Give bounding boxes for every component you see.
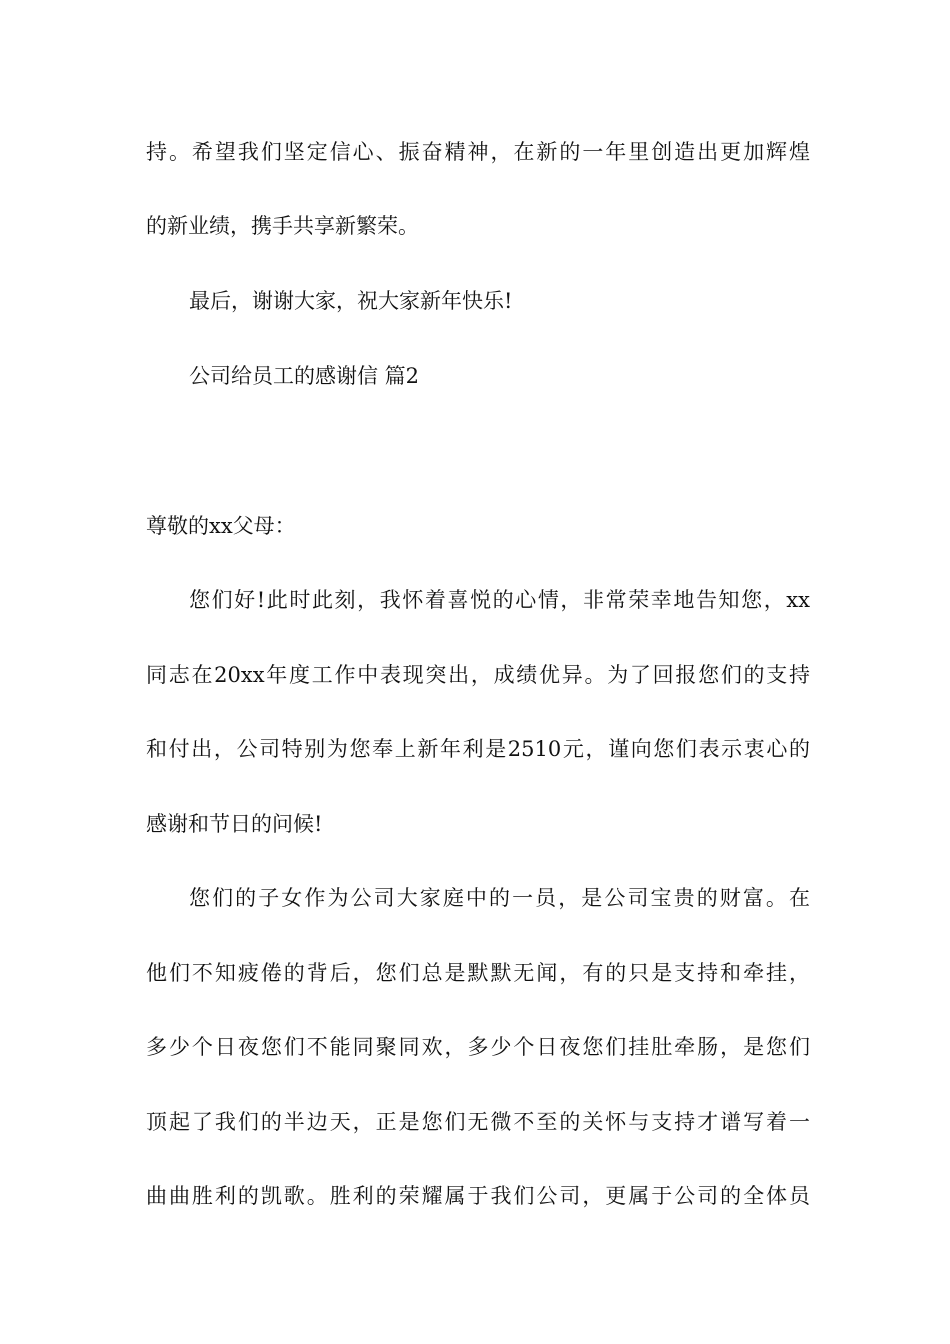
text-line: 和付出，公司特别为您奉上新年利是2510元，谨向您们表示衷心的 <box>146 737 810 761</box>
salutation: 尊敬的xx父母： <box>146 514 296 538</box>
text-line: 他们不知疲倦的背后，您们总是默默无闻，有的只是支持和牵挂， <box>146 961 810 985</box>
text-line: 您们的子女作为公司大家庭中的一员，是公司宝贵的财富。在 <box>189 886 810 910</box>
text-line: 多少个日夜您们不能同聚同欢，多少个日夜您们挂肚牵肠，是您们 <box>146 1035 810 1059</box>
text-line: 最后，谢谢大家，祝大家新年快乐! <box>189 289 513 313</box>
text-line: 顶起了我们的半边天，正是您们无微不至的关怀与支持才谱写着一 <box>146 1110 810 1134</box>
text-line: 的新业绩，携手共享新繁荣。 <box>146 214 419 238</box>
text-line: 同志在20xx年度工作中表现突出，成绩优异。为了回报您们的支持 <box>146 663 810 687</box>
text-line: 曲曲胜利的凯歌。胜利的荣耀属于我们公司，更属于公司的全体员 <box>146 1184 810 1208</box>
section-heading: 公司给员工的感谢信 篇2 <box>189 364 420 388</box>
text-line: 您们好!此时此刻，我怀着喜悦的心情，非常荣幸地告知您，xx <box>189 588 810 612</box>
text-line: 感谢和节日的问候! <box>146 812 323 836</box>
text-line: 持。希望我们坚定信心、振奋精神，在新的一年里创造出更加辉煌 <box>146 140 810 164</box>
